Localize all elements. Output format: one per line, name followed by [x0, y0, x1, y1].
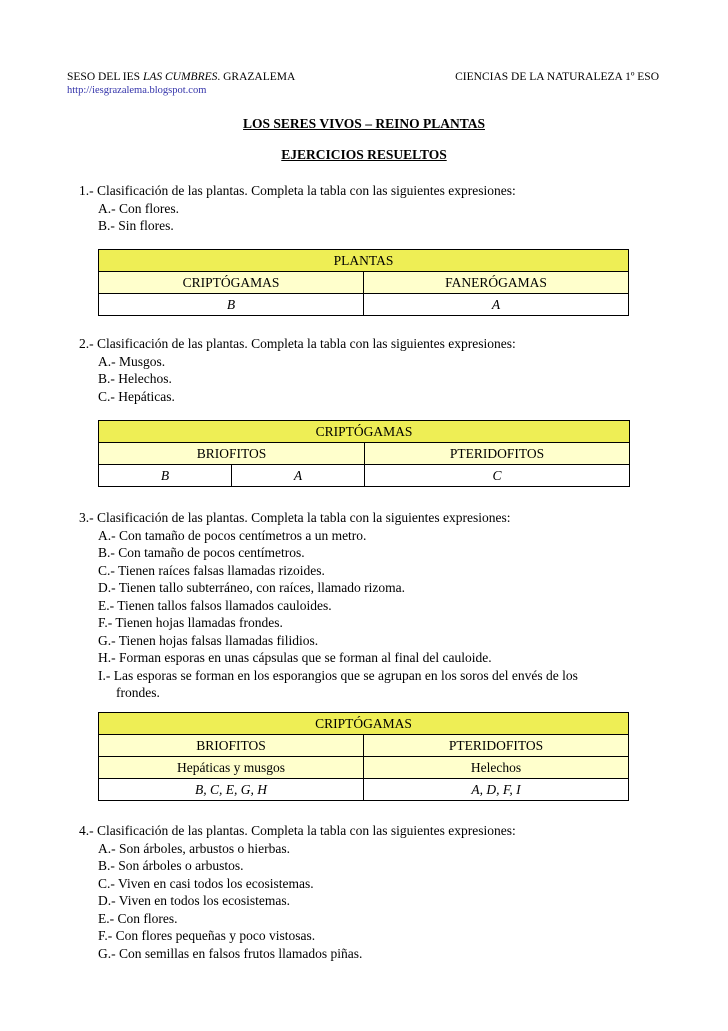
- question-prompt: 2.- Clasificación de las plantas. Completa la tabla con las siguientes expresiones:: [79, 336, 516, 351]
- question-prompt: 3.- Clasificación de las plantas. Completa la tabla con la siguientes expresiones:: [79, 510, 511, 525]
- option-item: A.- Con flores.: [98, 200, 179, 216]
- table-answer: B: [99, 294, 364, 316]
- table-col-header: FANERÓGAMAS: [364, 272, 629, 294]
- table-subheader: Helechos: [364, 757, 629, 779]
- option-item: F.- Tienen hojas llamadas frondes.: [98, 615, 283, 630]
- option-item: D.- Viven en todos los ecosistemas.: [98, 893, 291, 908]
- option-item: E.- Con flores.: [98, 910, 178, 926]
- option-item: B.- Con tamaño de pocos centímetros.: [98, 545, 305, 560]
- table-col-header: PTERIDOFITOS: [365, 443, 630, 465]
- table-head: CRIPTÓGAMAS: [99, 421, 630, 443]
- option-item: E.- Tienen tallos falsos llamados cauloides.: [98, 597, 332, 613]
- table-col-header: BRIOFITOS: [99, 735, 364, 757]
- option-item: C.- Viven en casi todos los ecosistemas.: [98, 875, 314, 891]
- question-prompt: 1.- Clasificación de las plantas. Completa la tabla con las siguientes expresiones:: [79, 183, 516, 198]
- table-head: CRIPTÓGAMAS: [99, 713, 629, 735]
- table-answer: A: [364, 294, 629, 316]
- option-item: B.- Sin flores.: [98, 218, 174, 233]
- question-2: [79, 335, 659, 405]
- option-item: G.- Con semillas en falsos frutos llamados piñas.: [98, 945, 363, 961]
- option-item: A.- Con tamaño de pocos centímetros a un metro.: [98, 527, 367, 543]
- page-header: [67, 70, 667, 98]
- option-item: I.- Las esporas se forman en los esporangios que se agrupan en los soros del envés de los: [98, 667, 578, 683]
- question-4: [79, 822, 659, 962]
- option-item: F.- Con flores pequeñas y poco vistosas.: [98, 928, 316, 943]
- table-answer: A, D, F, I: [364, 779, 629, 801]
- table-answer: A: [232, 465, 365, 487]
- option-item: G.- Tienen hojas falsas llamadas filidios.: [98, 632, 319, 648]
- option-item: B.- Helechos.: [98, 371, 172, 386]
- option-continuation: frondes.: [116, 685, 160, 700]
- table-col-header: PTERIDOFITOS: [364, 735, 629, 757]
- question-prompt: 4.- Clasificación de las plantas. Completa la tabla con las siguientes expresiones:: [79, 823, 516, 838]
- option-item: H.- Forman esporas en unas cápsulas que se forman al final del cauloide.: [98, 650, 492, 665]
- option-item: C.- Hepáticas.: [98, 388, 175, 404]
- table-subheader: Hepáticas y musgos: [99, 757, 364, 779]
- option-item: B.- Son árboles o arbustos.: [98, 858, 244, 873]
- table-answer: B: [99, 465, 232, 487]
- table-q3: [98, 712, 629, 801]
- header-url: http://iesgrazalema.blogspot.com: [67, 85, 207, 96]
- option-item: A.- Son árboles, arbustos o hierbas.: [98, 840, 290, 856]
- question-1: [79, 182, 659, 235]
- table-col-header: BRIOFITOS: [99, 443, 365, 465]
- table-answer: C: [365, 465, 630, 487]
- option-item: C.- Tienen raíces falsas llamadas rizoides.: [98, 562, 325, 578]
- table-q1: [98, 249, 629, 316]
- page-title: LOS SERES VIVOS – REINO PLANTAS: [243, 116, 485, 131]
- header-school: SESO DEL IES LAS CUMBRES. GRAZALEMA: [67, 71, 296, 83]
- option-item: A.- Musgos.: [98, 353, 166, 369]
- table-col-header: CRIPTÓGAMAS: [99, 272, 364, 294]
- table-head: PLANTAS: [99, 250, 629, 272]
- option-item: D.- Tienen tallo subterráneo, con raíces, llamado rizoma.: [98, 580, 406, 595]
- page-subtitle: EJERCICIOS RESUELTOS: [281, 147, 447, 162]
- table-q2: [98, 420, 630, 487]
- table-answer: B, C, E, G, H: [99, 779, 364, 801]
- question-3: [79, 509, 659, 702]
- header-subject: CIENCIAS DE LA NATURALEZA 1º ESO: [455, 71, 659, 83]
